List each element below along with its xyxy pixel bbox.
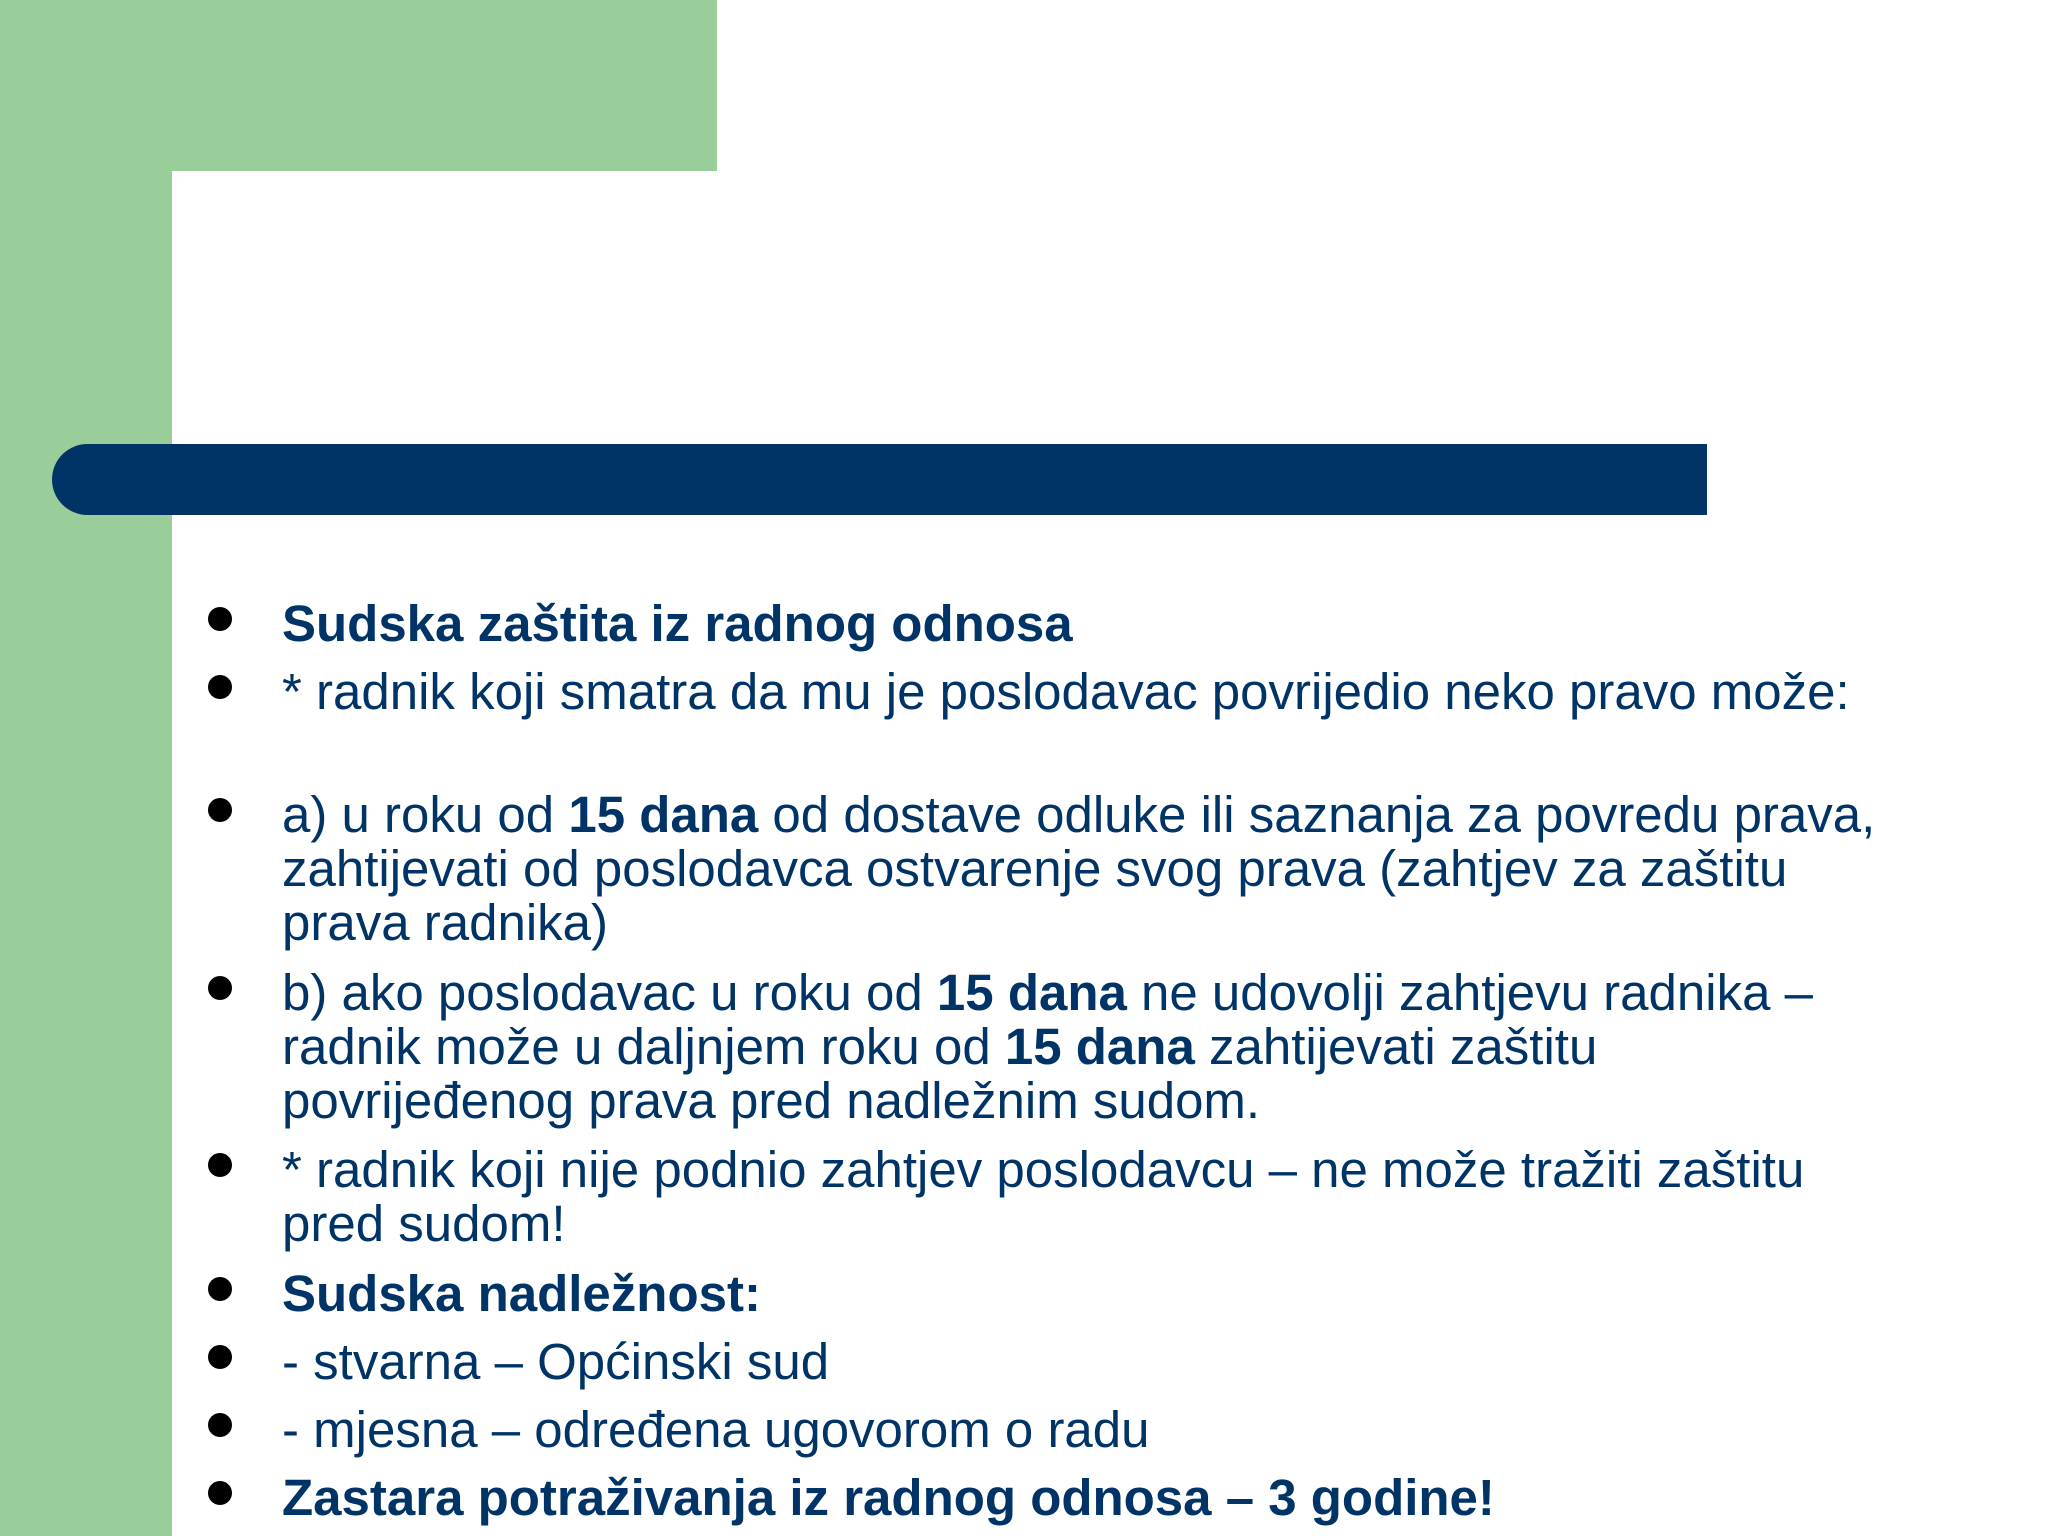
bullet-item: Zastara potraživanja iz radnog odnosa – 3 godine! — [282, 1469, 1495, 1526]
bullet-icon — [208, 1481, 232, 1505]
bullet-icon — [208, 798, 232, 822]
bullet-item: Sudska nadležnost: — [282, 1265, 761, 1322]
bullet-item: Sudska zaštita iz radnog odnosa — [282, 595, 1073, 652]
bullet-item: b) ako poslodavac u roku od 15 dana ne udovolji zahtjevu radnika – radnik može u daljnjem roku od 15 dana zahtijevati zaštitu povrijeđenog prava pred nadležnim sudom. — [282, 964, 1813, 1129]
bullet-item: a) u roku od 15 dana od dostave odluke ili saznanja za povredu prava, zahtijevati od poslodavca ostvarenje svog prava (zahtjev za zaštitu prava radnika) — [282, 786, 1876, 951]
bullet-icon — [208, 675, 232, 699]
bullet-icon — [208, 1153, 232, 1177]
bullet-item: - mjesna – određena ugovorom o radu — [282, 1401, 1150, 1458]
bullet-icon — [208, 1345, 232, 1369]
bullet-icon — [208, 607, 232, 631]
bullet-icon — [208, 1413, 232, 1437]
bullet-item: * radnik koji smatra da mu je poslodavac povrijedio neko pravo može: — [282, 663, 1850, 720]
bullet-icon — [208, 1277, 232, 1301]
bullet-item: - stvarna – Općinski sud — [282, 1333, 830, 1390]
bullet-item: * radnik koji nije podnio zahtjev poslodavcu – ne može tražiti zaštitu pred sudom! — [282, 1141, 1805, 1252]
bullet-icon — [208, 976, 232, 1000]
